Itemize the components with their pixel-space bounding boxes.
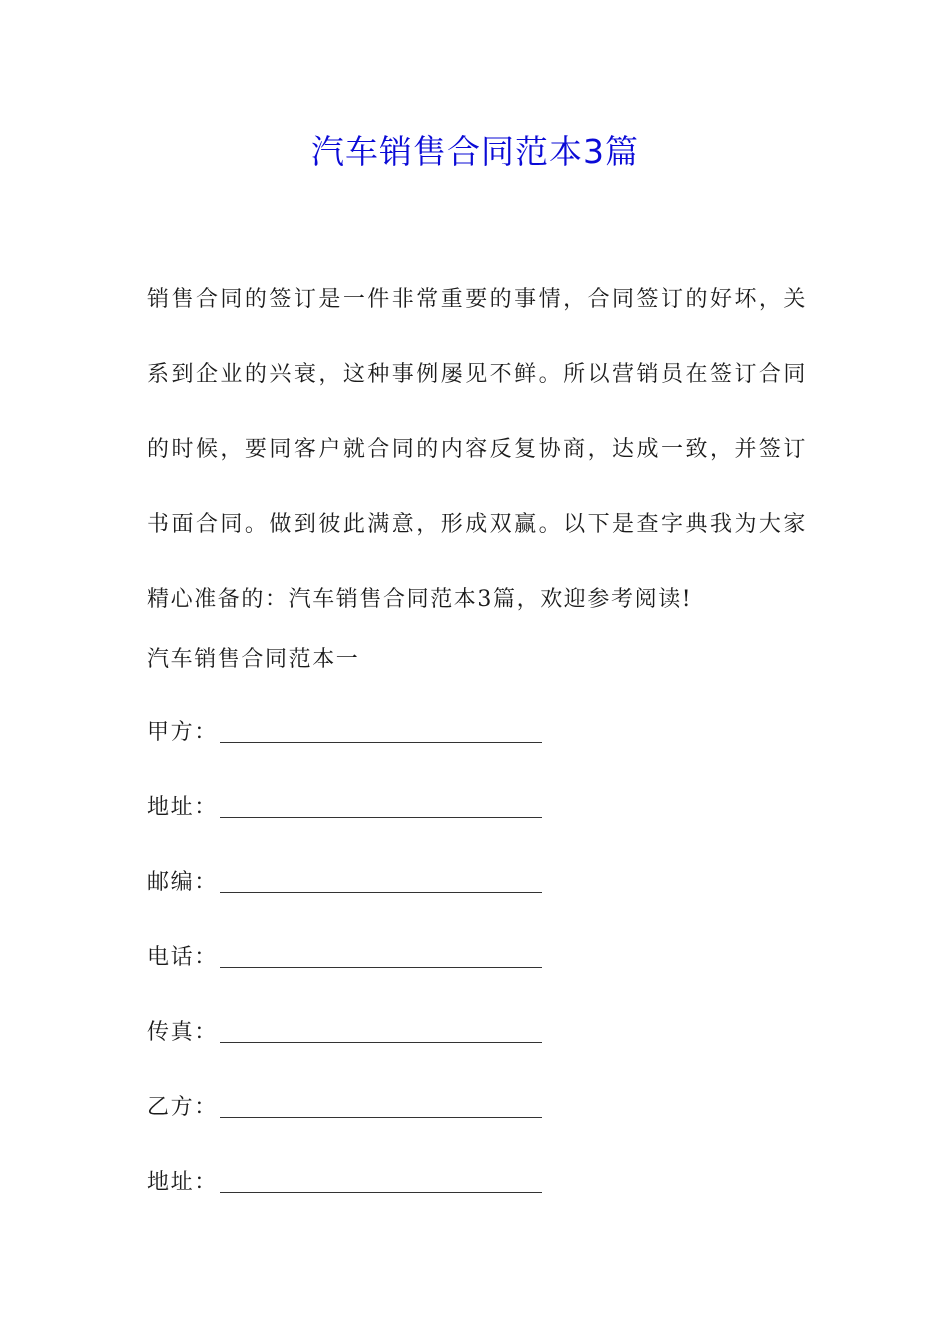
field-postcode (147, 862, 567, 937)
blank-line (220, 1012, 542, 1043)
field-party-b (147, 1087, 567, 1162)
blank-line (220, 862, 542, 893)
field-label: 甲方： (147, 720, 218, 745)
field-label: 地址： (147, 1170, 218, 1195)
contract-fields (147, 712, 567, 1237)
field-party-a-address (147, 787, 567, 862)
field-label: 传真： (147, 1020, 218, 1045)
blank-line (220, 1162, 542, 1193)
field-label: 邮编： (147, 870, 218, 895)
field-phone (147, 937, 567, 1012)
section-heading: 汽车销售合同范本一 (147, 647, 360, 672)
blank-line (220, 937, 542, 968)
field-label: 电话： (147, 945, 218, 970)
field-label: 乙方： (147, 1095, 218, 1120)
intro-paragraph: 销售合同的签订是一件非常重要的事情，合同签订的好坏，关系到企业的兴衰，这种事例屡见不鲜。所以营销员在签订合同的时候，要同客户就合同的内容反复协商，达成一致，并签订书面合同。做到彼此满意，形成双赢。以下是查字典我为大家精心准备的：汽车销售合同范本3篇，欢迎参考阅读! (147, 287, 807, 612)
field-party-b-address (147, 1162, 567, 1237)
blank-line (220, 787, 542, 818)
document-title: 汽车销售合同范本3篇 (311, 132, 639, 171)
field-fax (147, 1012, 567, 1087)
blank-line (220, 1087, 542, 1118)
field-party-a (147, 712, 567, 787)
field-label: 地址： (147, 795, 218, 820)
blank-line (220, 712, 542, 743)
